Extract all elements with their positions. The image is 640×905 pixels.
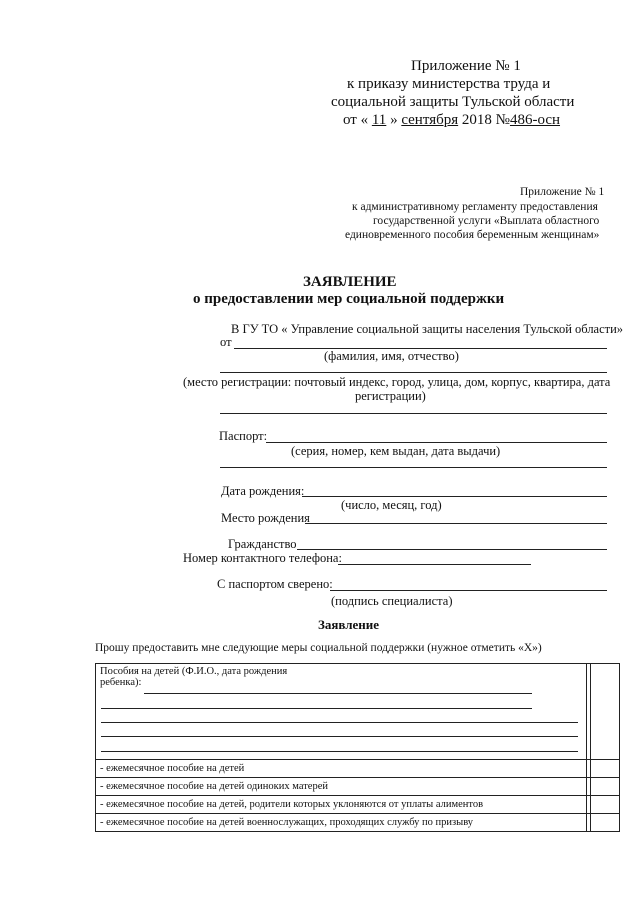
document-title: ЗАЯВЛЕНИЕ (303, 274, 397, 290)
option-4: - ежемесячное пособие на детей военнослужащих, проходящих службу по призыву (96, 814, 587, 832)
verified-label: С паспортом сверено: (217, 577, 333, 591)
checkbox-option-4[interactable] (591, 814, 620, 832)
regulation-appendix-line2: к административному регламенту предоставления (352, 201, 598, 213)
phone-line[interactable] (338, 564, 531, 565)
table-row (96, 796, 620, 814)
table-row (96, 664, 620, 760)
checkbox-option-1[interactable] (591, 760, 620, 778)
children-line-3[interactable] (101, 722, 578, 723)
birthplace-line[interactable] (305, 523, 607, 524)
regulation-appendix-line3: государственной услуги «Выплата областного (373, 215, 600, 227)
address-line-2[interactable] (220, 413, 607, 414)
order-appendix-line2: к приказу министерства труда и (347, 76, 551, 92)
regulation-appendix-line1: Приложение № 1 (520, 186, 605, 198)
children-cell (96, 664, 587, 760)
address-hint-1: (место регистрации: почтовый индекс, город, улица, дом, корпус, квартира, дата (183, 375, 611, 389)
address-line-1[interactable] (220, 372, 607, 373)
table-row (96, 778, 620, 796)
order-number: 486-осн (509, 112, 561, 128)
date-prefix: от « (343, 112, 369, 128)
children-line-1[interactable] (144, 693, 532, 694)
date-mid: » (390, 112, 398, 128)
phone-label: Номер контактного телефона: (183, 551, 342, 565)
passport-line[interactable] (266, 442, 607, 443)
addressee: В ГУ ТО « Управление социальной защиты населения Тульской области» (231, 322, 624, 336)
option-2: - ежемесячное пособие на детей одиноких матерей (96, 778, 587, 796)
table-row (96, 814, 620, 832)
checkbox-children[interactable] (591, 664, 620, 760)
citizenship-line[interactable] (297, 549, 607, 550)
birthplace-label: Место рождения (221, 511, 310, 525)
application-request: Прошу предоставить мне следующие меры социальной поддержки (нужное отметить «Х») (95, 642, 542, 654)
passport-line-2[interactable] (220, 467, 607, 468)
checkbox-option-2[interactable] (591, 778, 620, 796)
birthdate-label: Дата рождения: (221, 484, 305, 498)
children-label-1: Пособия на детей (Ф.И.О., дата рождения (100, 666, 288, 677)
verified-line[interactable] (330, 590, 607, 591)
date-day: 11 (371, 112, 387, 128)
table-row (96, 760, 620, 778)
from-label: от (220, 335, 232, 349)
birthdate-line[interactable] (302, 496, 607, 497)
date-month: сентября (401, 112, 459, 128)
order-appendix-date (343, 112, 560, 129)
name-hint: (фамилия, имя, отчество) (324, 349, 459, 363)
order-appendix-line3: социальной защиты Тульской области (331, 94, 575, 110)
document-subtitle: о предоставлении мер социальной поддержки (193, 291, 505, 307)
children-line-4[interactable] (101, 736, 578, 737)
application-heading: Заявление (318, 617, 380, 632)
benefits-table (95, 663, 620, 832)
passport-hint: (серия, номер, кем выдан, дата выдачи) (291, 444, 501, 458)
regulation-appendix-line4: единовременного пособия беременным женщинам» (345, 229, 600, 241)
birthdate-hint: (число, месяц, год) (341, 498, 442, 512)
number-prefix: № (495, 112, 510, 128)
children-line-2[interactable] (101, 708, 532, 709)
signature-hint: (подпись специалиста) (331, 594, 453, 608)
citizenship-label: Гражданство (228, 537, 297, 551)
checkbox-option-3[interactable] (591, 796, 620, 814)
address-hint-2: регистрации) (355, 389, 426, 403)
passport-label: Паспорт: (219, 429, 268, 443)
children-label-2: ребенка): (100, 677, 142, 688)
option-3: - ежемесячное пособие на детей, родители которых уклоняются от уплаты алиментов (96, 796, 587, 814)
date-year: 2018 (461, 112, 492, 128)
option-1: - ежемесячное пособие на детей (96, 760, 587, 778)
children-line-5[interactable] (101, 751, 578, 752)
order-appendix-line1: Приложение № 1 (411, 58, 521, 74)
